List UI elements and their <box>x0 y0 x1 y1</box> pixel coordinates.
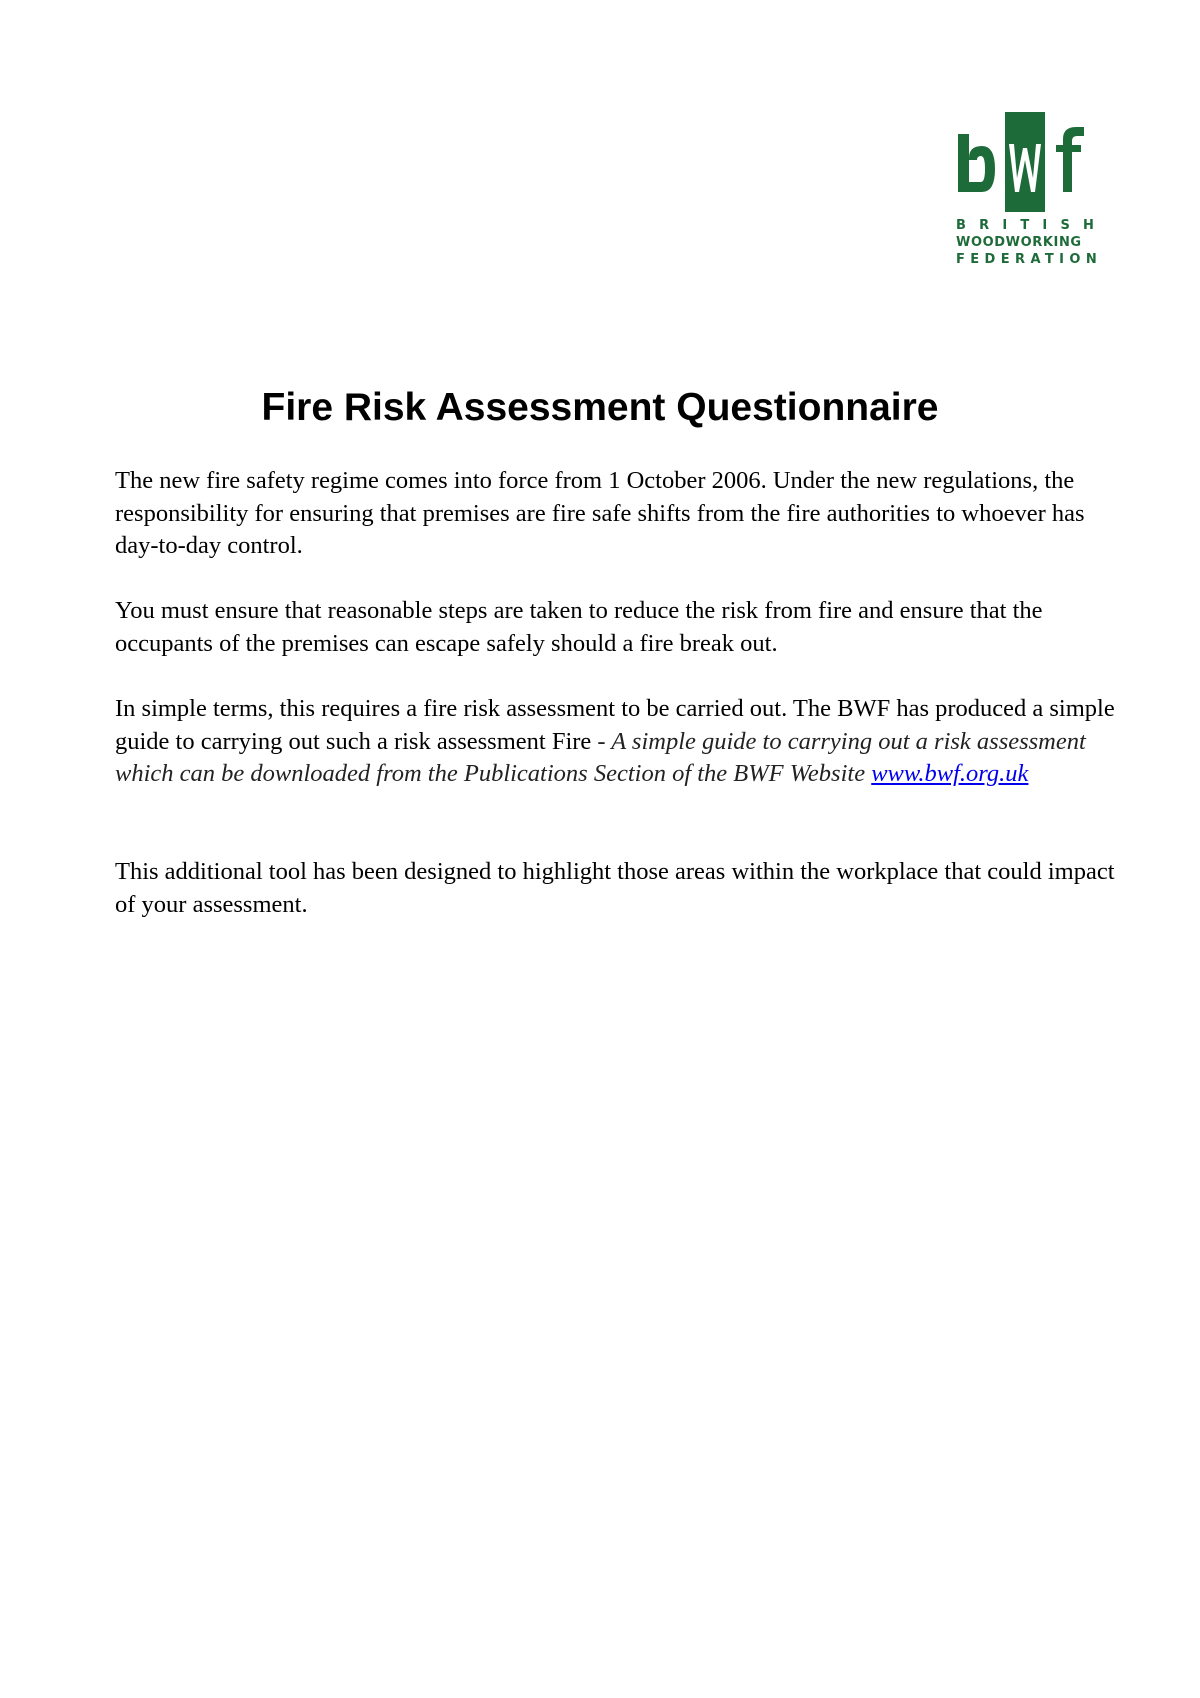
page-title: Fire Risk Assessment Questionnaire <box>261 386 939 429</box>
bwf-logo-mark-icon <box>955 112 1095 222</box>
bwf-logo <box>955 112 1108 272</box>
paragraph-guide-italic: - A simple guide to carrying out a risk assessment which can be downloaded from the Publications Section of the BWF Website <box>115 727 1086 787</box>
bwf-website-link[interactable]: www.bwf.org.uk <box>871 760 1029 787</box>
logo-text-british: BRITISH <box>956 218 1108 233</box>
paragraph-tool: This additional tool has been designed to highlight those areas within the workplace that could impact of your assessment. <box>115 858 1115 918</box>
paragraph-guide-text: In simple terms, this requires a fire risk assessment to be carried out. The BWF has produced a simple guide to carrying out such a risk assessment Fire <box>115 695 1115 755</box>
paragraph-guide <box>115 693 1115 791</box>
logo-text-woodworking: WOODWORKING <box>956 235 1082 250</box>
paragraph-requirements: You must ensure that reasonable steps are taken to reduce the risk from fire and ensure that the occupants of the premises can escape safely should a fire break out. <box>115 597 1043 657</box>
paragraph-intro: The new fire safety regime comes into force from 1 October 2006. Under the new regulations, the responsibility for ensuring that premises are fire safe shifts from the fire authorities to whoever has day-to-day control. <box>115 467 1085 559</box>
logo-text-federation: FEDERATION <box>956 252 1103 267</box>
